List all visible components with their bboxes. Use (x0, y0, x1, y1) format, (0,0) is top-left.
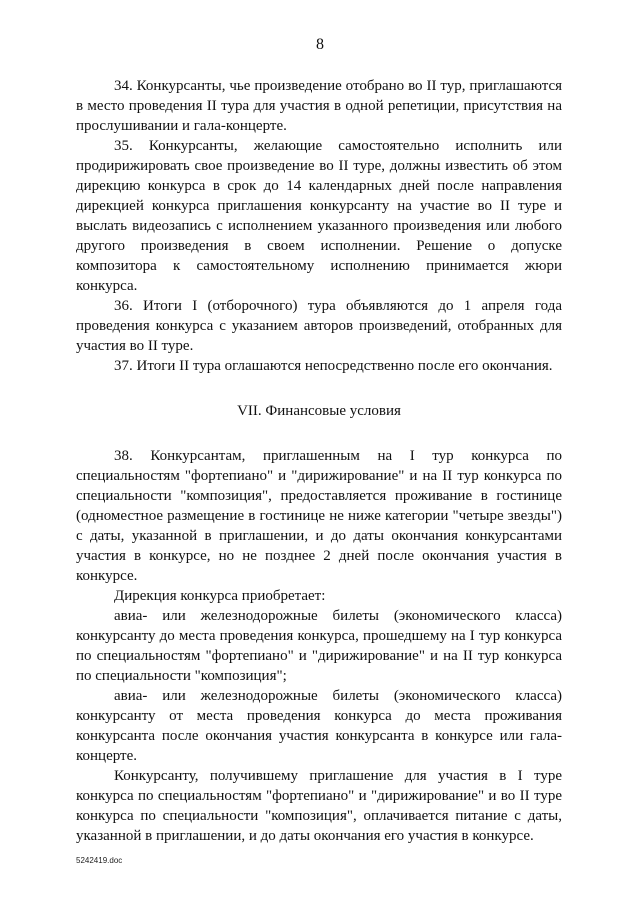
section-heading: VII. Финансовые условия (237, 403, 401, 419)
paragraph-35: 35. Конкурсанты, желающие самостоятельно исполнить или продирижировать свое произведение во II туре, должны известить об этом дирекцию конкурса в срок до 14 календарных дней после направления дирекцией конкурса приглашения конкурсанту на участие во II туре и выслать видеозапись с исполнением указанного произведения или любого другого произведения в своем исполнении. Решение о допуске композитора к самостоятельному исполнению принимается жюри конкурса. (76, 138, 562, 294)
paragraph-tickets-from-venue: авиа- или железнодорожные билеты (экономического класса) конкурсанту от места проведения конкурса до места проживания конкурсанта после окончания участия конкурсанта в конкурсе или гала-концерте. (76, 688, 562, 764)
page-number: 8 (316, 36, 324, 53)
file-footer: 5242419.doc (76, 856, 123, 865)
paragraph-36: 36. Итоги I (отборочного) тура объявляются до 1 апреля года проведения конкурса с указанием авторов произведений, отобранных для участия во II туре. (76, 298, 562, 354)
document-body (76, 76, 562, 846)
paragraph-directorate-purchases: Дирекция конкурса приобретает: (114, 588, 326, 604)
paragraph-34: 34. Конкурсанты, чье произведение отобрано во II тур, приглашаются в место проведения II тура для участия в одной репетиции, присутствия на прослушивании и гала-концерте. (76, 78, 562, 134)
paragraph-37: 37. Итоги II тура оглашаются непосредственно после его окончания. (114, 358, 553, 374)
paragraph-tickets-to-venue: авиа- или железнодорожные билеты (экономического класса) конкурсанту до места проведения конкурса, прошедшему на I тур конкурса по специальностям "фортепиано" и "дирижирование" и на II тур конкурса по специальности "композиция"; (76, 608, 562, 684)
paragraph-meals: Конкурсанту, получившему приглашение для участия в I туре конкурса по специальностям "фортепиано" и "дирижирование" и во II туре конкурса по специальности "композиция", оплачивается питание с даты, указанной в приглашении, и до даты окончания его участия в конкурсе. (76, 768, 562, 844)
paragraph-38: 38. Конкурсантам, приглашенным на I тур конкурса по специальностям "фортепиано" и "дирижирование" и на II тур конкурса по специальности "композиция", предоставляется проживание в гостинице (одноместное размещение в гостинице не ниже категории "четыре звезды") с даты, указанной в приглашении, и до даты окончания конкурсантами участия в конкурсе, но не позднее 2 дней после окончания участия в конкурсе. (76, 448, 562, 584)
